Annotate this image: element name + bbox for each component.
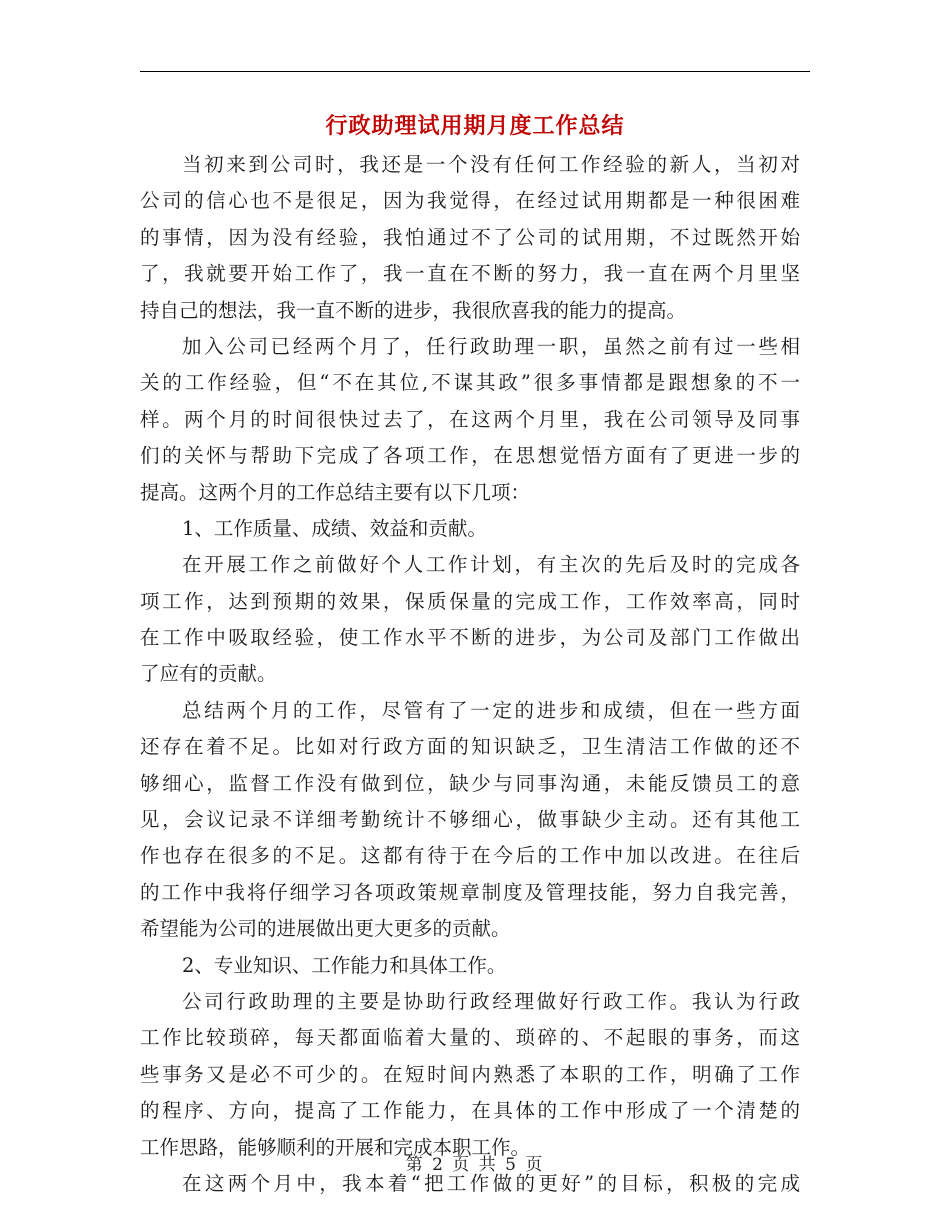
text-line: 在开展工作之前做好个人工作计划，有主次的先后及时的完成各 xyxy=(182,553,800,577)
text-line: 加入公司已经两个月了，任行政助理一职，虽然之前有过一些相 xyxy=(182,334,800,358)
text-line: 2、专业知识、工作能力和具体工作。 xyxy=(182,953,507,977)
text-line: 在这两个月中，我本着“把工作做的更好”的目标，积极的完成 xyxy=(182,1171,800,1195)
page-footer: 第 2 页 共 5 页 xyxy=(405,1155,545,1175)
text-line: 够细心，监督工作没有做到位，缺少与同事沟通，未能反馈员工的意 xyxy=(140,771,800,795)
text-line: 提高。这两个月的工作总结主要有以下几项： xyxy=(140,480,531,504)
text-line: 在工作中吸取经验，使工作水平不断的进步，为公司及部门工作做出 xyxy=(140,626,800,650)
text-line: 还存在着不足。比如对行政方面的知识缺乏，卫生清洁工作做的还不 xyxy=(140,735,800,759)
header-rule xyxy=(140,71,810,72)
text-line: 公司行政助理的主要是协助行政经理做好行政工作。我认为行政 xyxy=(182,989,800,1013)
text-line: 关的工作经验，但“不在其位,不谋其政”很多事情都是跟想象的不一 xyxy=(140,371,800,395)
text-line: 1、工作质量、成绩、效益和贡献。 xyxy=(182,516,487,540)
text-line: 样。两个月的时间很快过去了，在这两个月里，我在公司领导及同事 xyxy=(140,407,800,431)
text-line: 项工作，达到预期的效果，保质保量的完成工作，工作效率高，同时 xyxy=(140,589,800,613)
text-line: 些事务又是必不可少的。在短时间内熟悉了本职的工作，明确了工作 xyxy=(140,1062,800,1086)
text-line: 工作思路，能够顺利的开展和完成本职工作。 xyxy=(140,1135,531,1159)
document-body xyxy=(140,147,800,1202)
text-line: 的程序、方向，提高了工作能力，在具体的工作中形成了一个清楚的 xyxy=(140,1099,800,1123)
text-line: 作也存在很多的不足。这都有待于在今后的工作中加以改进。在往后 xyxy=(140,844,800,868)
text-line: 了应有的贡献。 xyxy=(140,662,277,686)
text-line: 见，会议记录不详细考勤统计不够细心，做事缺少主动。还有其他工 xyxy=(140,808,800,832)
text-line: 们的关怀与帮助下完成了各项工作，在思想觉悟方面有了更进一步的 xyxy=(140,444,800,468)
text-line: 的事情，因为没有经验，我怕通过不了公司的试用期，不过既然开始 xyxy=(140,225,800,249)
text-line: 工作比较琐碎，每天都面临着大量的、琐碎的、不起眼的事务，而这 xyxy=(140,1026,800,1050)
text-line: 公司的信心也不是很足，因为我觉得，在经过试用期都是一种很困难 xyxy=(140,189,800,213)
document-title: 行政助理试用期月度工作总结 xyxy=(325,113,625,139)
text-line: 了，我就要开始工作了，我一直在不断的努力，我一直在两个月里坚 xyxy=(140,262,800,286)
text-line: 总结两个月的工作，尽管有了一定的进步和成绩，但在一些方面 xyxy=(182,698,800,722)
text-line: 持自己的想法，我一直不断的进步，我很欣喜我的能力的提高。 xyxy=(140,298,687,322)
text-line: 的工作中我将仔细学习各项政策规章制度及管理技能，努力自我完善， xyxy=(140,880,800,904)
text-line: 希望能为公司的进展做出更大更多的贡献。 xyxy=(140,917,511,941)
text-line: 当初来到公司时，我还是一个没有任何工作经验的新人，当初对 xyxy=(182,153,800,176)
